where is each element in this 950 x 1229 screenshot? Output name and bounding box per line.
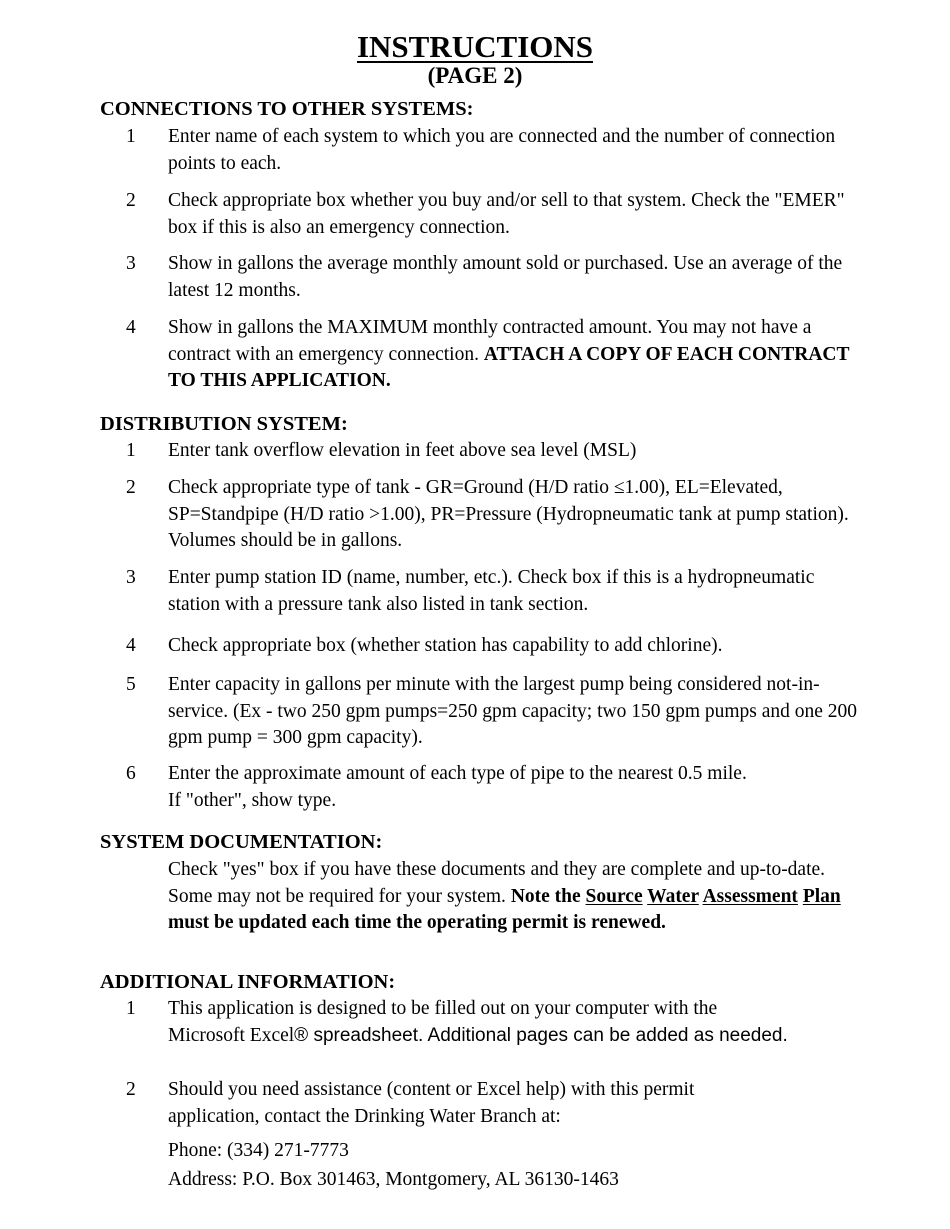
attach-contract-notice: ATTACH A COPY OF EACH CONTRACT TO THIS APPLICATION.	[168, 343, 850, 391]
item-text: Show in gallons the MAXIMUM monthly contracted amount. You may not have a contract with an emergency connection. ATTACH A COPY OF EACH CONTRACT TO THIS APPLICATION.	[168, 317, 850, 391]
item-number: 6	[126, 763, 136, 784]
item-number: 3	[126, 253, 136, 274]
item-text: Enter pump station ID (name, number, etc.). Check box if this is a hydropneumatic station with a pressure tank also listed in tank section.	[168, 567, 815, 615]
item-text: Check appropriate box (whether station has capability to add chlorine).	[168, 635, 723, 656]
item-text: This application is designed to be filled out on your computer with the Microsoft Excel® spreadsheet. Additional pages can be added as needed.	[168, 998, 788, 1046]
item-text: Enter the approximate amount of each type of pipe to the nearest 0.5 mile. If "other", show type.	[168, 763, 747, 811]
item-number: 5	[126, 674, 136, 695]
item-text: Check appropriate box whether you buy and/or sell to that system. Check the "EMER" box if this is also an emergency connection.	[168, 190, 845, 238]
item-number: 4	[126, 635, 136, 656]
item-text: Enter capacity in gallons per minute with the largest pump being considered not-in-service. (Ex - two 250 gpm pumps=250 gpm capacity; two 150 gpm pumps and one 200 gpm pump = 300 gpm capacity).	[168, 674, 858, 748]
page-subtitle: (PAGE 2)	[427, 63, 523, 88]
item-text: Enter tank overflow elevation in feet above sea level (MSL)	[168, 440, 637, 461]
item-number: 2	[126, 477, 136, 498]
item-number: 2	[126, 190, 136, 211]
documentation-heading: SYSTEM DOCUMENTATION:	[100, 831, 383, 853]
item-number: 3	[126, 567, 136, 588]
additional-heading: ADDITIONAL INFORMATION:	[100, 971, 396, 993]
item-text: Show in gallons the average monthly amount sold or purchased. Use an average of the latest 12 months.	[168, 253, 843, 301]
documentation-text: Check "yes" box if you have these documents and they are complete and up-to-date. Some may not be required for your system. Note the Source Water Assessment Plan must be updated each time the operating permit is renewed.	[168, 859, 841, 933]
item-text: Should you need assistance (content or Excel help) with this permit application, contact the Drinking Water Branch at:	[168, 1079, 695, 1127]
documentation-note: Note the Source Water Assessment Plan must be updated each time the operating permit is renewed.	[168, 885, 841, 933]
item-number: 1	[126, 126, 136, 147]
item-number: 1	[126, 440, 136, 461]
distribution-heading: DISTRIBUTION SYSTEM:	[100, 413, 348, 435]
item-text: Enter name of each system to which you are connected and the number of connection points to each.	[168, 126, 836, 174]
item-text: Check appropriate type of tank - GR=Ground (H/D ratio ≤1.00), EL=Elevated, SP=Standpipe (H/D ratio >1.00), PR=Pressure (Hydropneumatic tank at pump station). Volumes should be in gallons.	[168, 477, 849, 551]
connections-heading: CONNECTIONS TO OTHER SYSTEMS:	[100, 98, 474, 120]
item-number: 2	[126, 1079, 136, 1100]
item-number: 1	[126, 998, 136, 1019]
item-number: 4	[126, 317, 136, 338]
page-title: INSTRUCTIONS	[356, 29, 593, 64]
